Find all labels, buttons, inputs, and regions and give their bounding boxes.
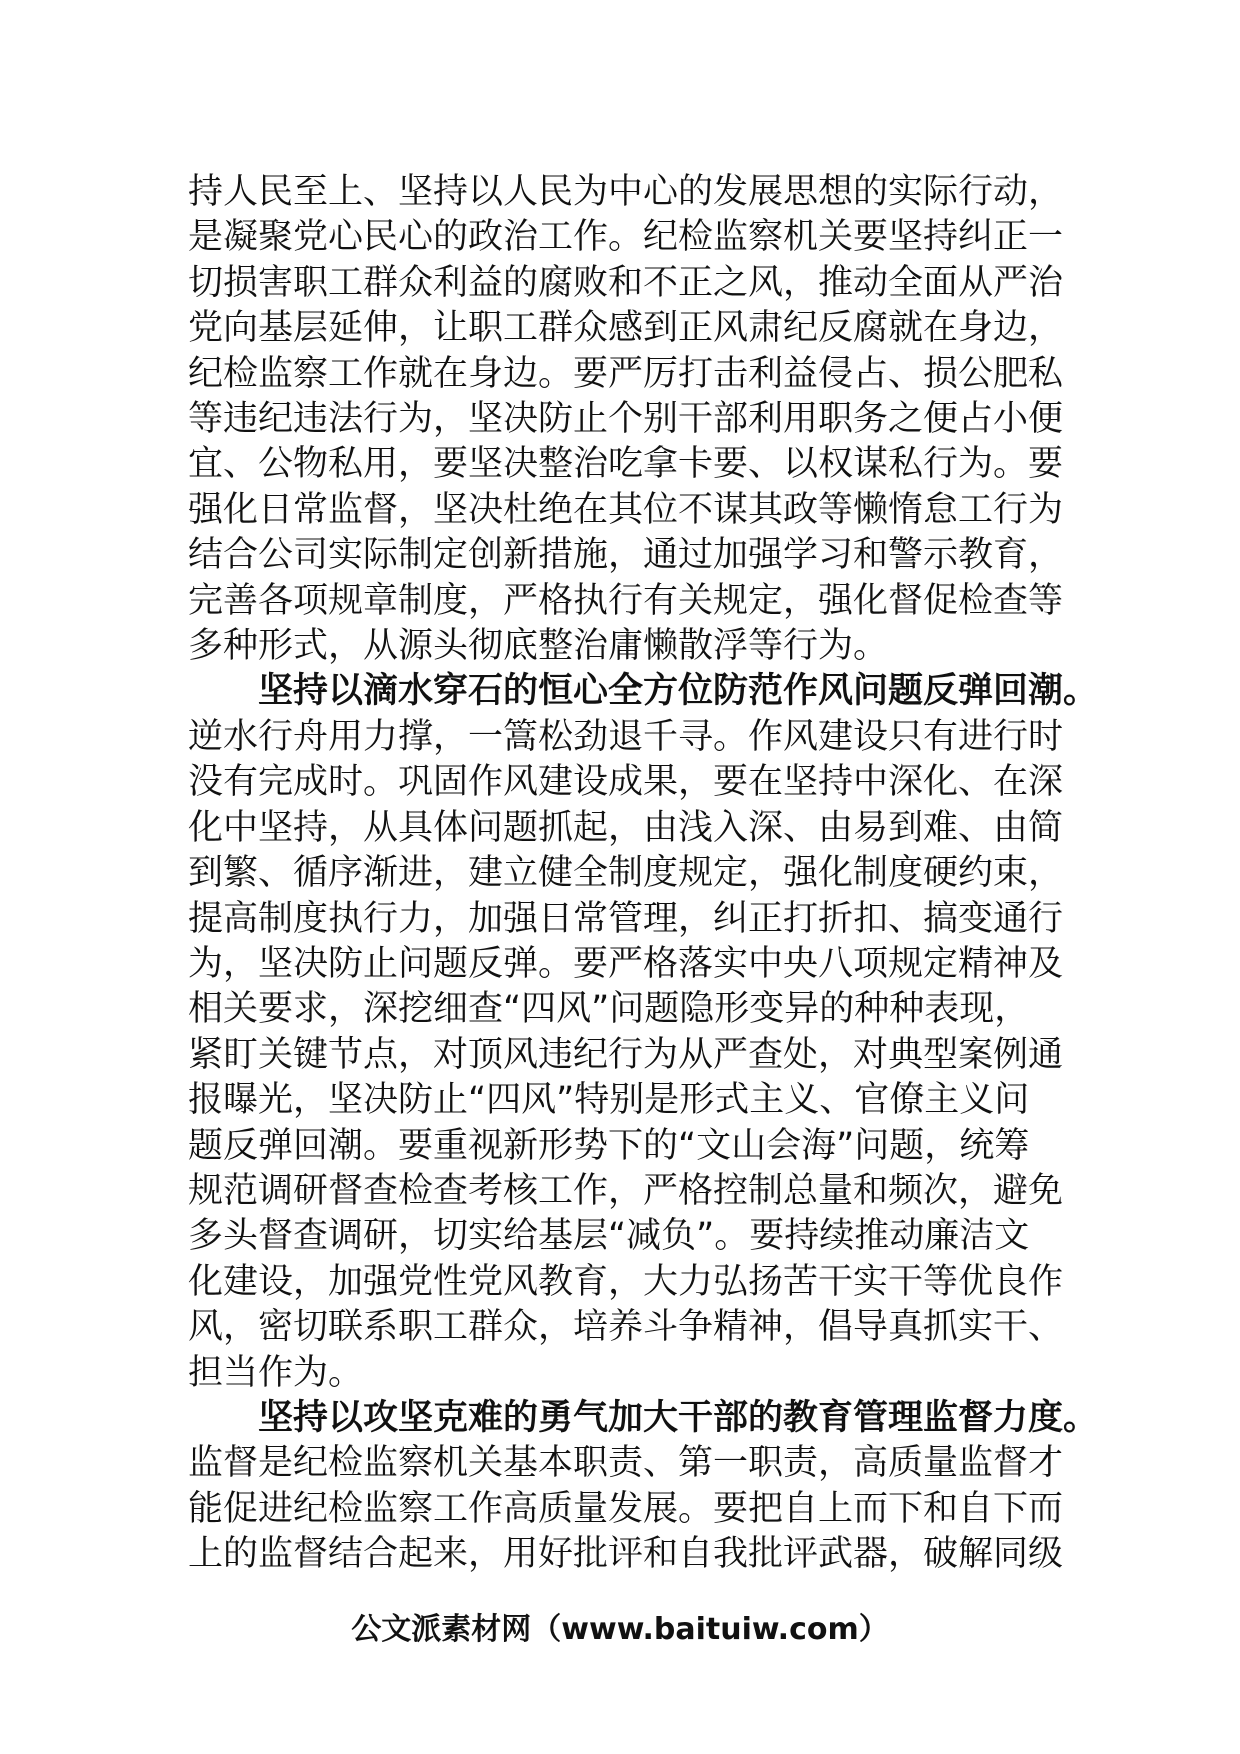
paragraph-line: 多种形式，从源头彻底整治庸懒散浮等行为。	[188, 626, 889, 667]
paragraph-line: 化建设，加强党性党风教育，大力弘扬苦干实干等优良作	[188, 1261, 1064, 1302]
paragraph-line: 多头督查调研，切实给基层“减负”。要持续推动廉洁文	[188, 1216, 1030, 1257]
paragraph-line: 切损害职工群众利益的腐败和不正之风，推动全面从严治	[188, 262, 1064, 303]
paragraph-line: 完善各项规章制度，严格执行有关规定，强化督促检查等	[188, 580, 1064, 621]
paragraph-line: 强化日常监督，坚决杜绝在其位不谋其政等懒惰怠工行为	[188, 489, 1064, 530]
paragraph-line: 提高制度执行力，加强日常管理，纠正打折扣、搞变通行	[188, 898, 1064, 939]
paragraph-line: 规范调研督查检查考核工作，严格控制总量和频次，避免	[188, 1170, 1064, 1211]
paragraph-line: 宜、公物私用，要坚决整治吃拿卡要、以权谋私行为。要	[188, 444, 1064, 485]
paragraph-line: 紧盯关键节点，对顶风违纪行为从严查处，对典型案例通	[188, 1034, 1064, 1075]
paragraph-line: 为，坚决防止问题反弹。要严格落实中央八项规定精神及	[188, 943, 1064, 984]
paragraph-line: 上的监督结合起来，用好批评和自我批评武器，破解同级	[188, 1534, 1064, 1575]
paragraph-line: 化中坚持，从具体问题抓起，由浅入深、由易到难、由简	[188, 807, 1064, 848]
paragraph-line: 是凝聚党心民心的政治工作。纪检监察机关要坚持纠正一	[188, 217, 1064, 258]
paragraph-line: 等违纪违法行为，坚决防止个别干部利用职务之便占小便	[188, 399, 1064, 440]
section-heading-line: 坚持以滴水穿石的恒心全方位防范作风问题反弹回潮。	[188, 671, 1099, 712]
section-heading-line: 坚持以攻坚克难的勇气加大干部的教育管理监督力度。	[188, 1397, 1099, 1438]
paragraph-line: 持人民至上、坚持以人民为中心的发展思想的实际行动，	[188, 172, 1064, 212]
footer-source: 公文派素材网（www.baituiw.com）	[351, 1612, 889, 1647]
document-body	[188, 170, 1099, 1578]
paragraph-line: 结合公司实际制定创新措施，通过加强学习和警示教育，	[188, 535, 1064, 576]
paragraph-line: 纪检监察工作就在身边。要严厉打击利益侵占、损公肥私	[188, 353, 1064, 394]
paragraph-line: 党向基层延伸，让职工群众感到正风肃纪反腐就在身边，	[188, 308, 1064, 349]
paragraph-line: 能促进纪检监察工作高质量发展。要把自上而下和自下而	[188, 1488, 1064, 1529]
paragraph-line: 风，密切联系职工群众，培养斗争精神，倡导真抓实干、	[188, 1307, 1064, 1348]
paragraph-line: 逆水行舟用力撑，一篙松劲退千寻。作风建设只有进行时	[188, 716, 1064, 757]
paragraph-line: 题反弹回潮。要重视新形势下的“文山会海”问题，统筹	[188, 1125, 1030, 1166]
paragraph-line: 没有完成时。巩固作风建设成果，要在坚持中深化、在深	[188, 762, 1064, 803]
paragraph-line: 报曝光，坚决防止“四风”特别是形式主义、官僚主义问	[188, 1080, 1030, 1121]
paragraph-line: 担当作为。	[188, 1352, 364, 1393]
paragraph-line: 相关要求，深挖细查“四风”问题隐形变异的种种表现，	[188, 989, 1030, 1030]
paragraph-line: 监督是纪检监察机关基本职责、第一职责，高质量监督才	[188, 1443, 1064, 1484]
paragraph-line: 到繁、循序渐进，建立健全制度规定，强化制度硬约束，	[188, 853, 1064, 894]
